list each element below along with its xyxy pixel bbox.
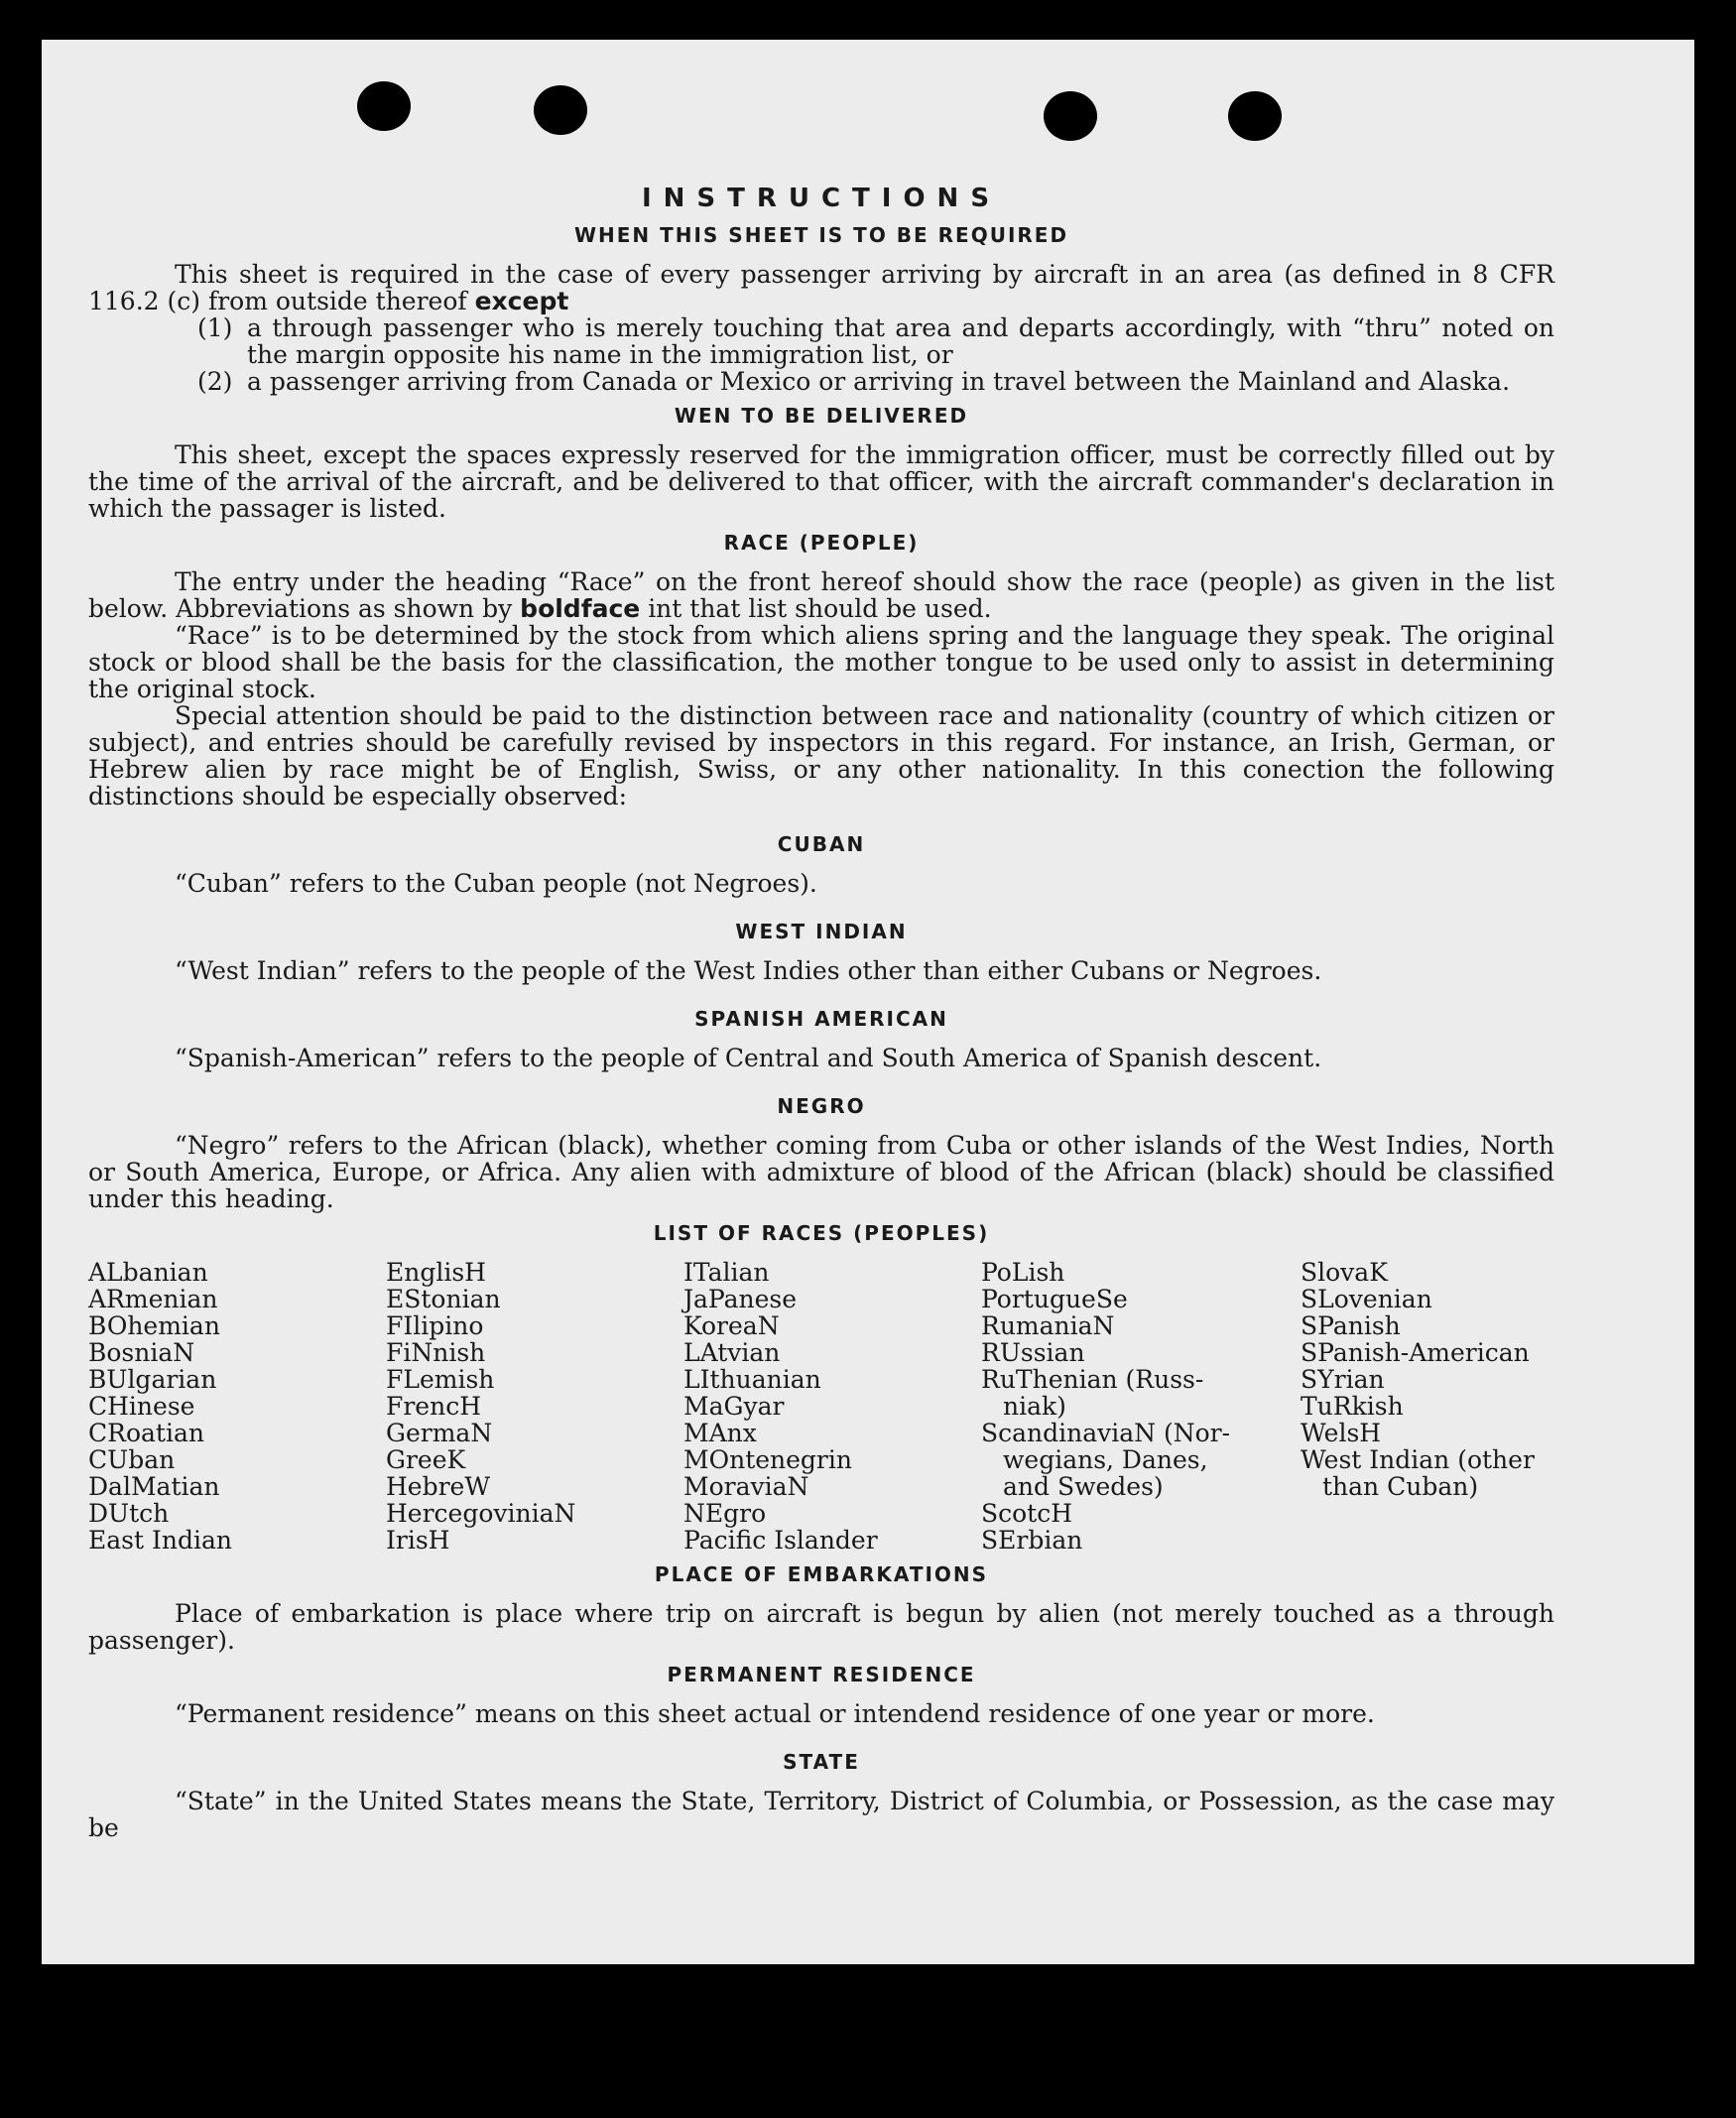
race-entry: EStonian — [386, 1285, 501, 1313]
list-item: (2) a passenger arriving from Canada or Mexico or arriving in travel between the Mainland and Alaska. — [197, 367, 1511, 396]
negro-text: “Negro” refers to the African (black), whether coming from Cuba or other islands of the West Indies, North or South America, Europe, or Africa. Any alien with admixture of blood of the African (black) should be classified under this heading. — [88, 1131, 1554, 1213]
race-entry: FiNnish — [386, 1338, 486, 1367]
race-entry: ALbanian — [88, 1258, 208, 1287]
race-entry: CUban — [88, 1445, 176, 1474]
race-entry: GreeK — [386, 1445, 466, 1474]
race-entry: ITalian — [683, 1258, 770, 1287]
race-entry: DalMatian — [88, 1472, 220, 1501]
race-entry: ARmenian — [88, 1285, 218, 1313]
race-entry: WelsH — [1301, 1419, 1382, 1447]
race-entry: ScotcH — [981, 1499, 1073, 1528]
races-column-3 — [683, 1259, 981, 1554]
heading-cuban: CUBAN — [777, 832, 866, 856]
race-entry: PoLish — [981, 1258, 1065, 1287]
race-entry: CHinese — [88, 1392, 195, 1421]
race-entry: MaGyar — [683, 1392, 785, 1421]
west-indian-text: “West Indian” refers to the people of the West Indies other than either Cubans or Negroes. — [175, 956, 1322, 985]
heading-list-of-races: LIST OF RACES (PEOPLES) — [653, 1221, 990, 1245]
race-entry: TuRkish — [1301, 1392, 1404, 1421]
race-entry: DUtch — [88, 1499, 170, 1528]
race-entry: PortugueSe — [981, 1285, 1128, 1313]
race-entry: IrisH — [386, 1526, 450, 1555]
races-column-2 — [386, 1259, 683, 1554]
except-word: except — [474, 287, 569, 315]
race-paragraph-1: The entry under the heading “Race” on the front hereof should show the race (people) as given in the list below. Abbreviations as shown by boldface int that list should be used. — [88, 567, 1554, 623]
race-entry: KoreaN — [683, 1311, 780, 1340]
punch-hole — [534, 85, 587, 135]
list-item: (1) a through passenger who is merely touching that area and departs accordingly, with “thru” noted on the margin opposite his name in the immigration list, or — [197, 313, 1554, 369]
race-entry: CRoatian — [88, 1419, 204, 1447]
heading-delivered: WEN TO BE DELIVERED — [674, 404, 969, 428]
race-paragraph-2: “Race” is to be determined by the stock from which aliens spring and the language they speak. The original stock or blood shall be the basis for the classification, the mother tongue to be used only to assist in determining the original stock. — [88, 621, 1554, 703]
race-entry: HebreW — [386, 1472, 491, 1501]
punch-hole — [357, 81, 411, 131]
race-entry: SErbian — [981, 1526, 1083, 1555]
race-entry: JaPanese — [683, 1285, 798, 1313]
race-entry: FLemish — [386, 1365, 495, 1394]
race-paragraph-3: Special attention should be paid to the distinction between race and nationality (country of which citizen or subject), and entries should be carefully revised by inspectors in this regard. For instance, an Irish, German, or Hebrew alien by race might be of English, Swiss, or any other nationality. In this conection the following distinctions should be especially observed: — [88, 701, 1554, 810]
race-entry: MOntenegrin — [683, 1445, 852, 1474]
race-entry: SYrian — [1301, 1365, 1385, 1394]
race-entry: BUlgarian — [88, 1365, 217, 1394]
punch-hole — [1228, 91, 1282, 141]
race-entry: wegians, Danes, — [1003, 1445, 1208, 1474]
race-entry: East Indian — [88, 1526, 232, 1555]
race-entry: GermaN — [386, 1419, 493, 1447]
race-entry: LAtvian — [683, 1338, 781, 1367]
races-list — [88, 1259, 1554, 1554]
heading-permanent-residence: PERMANENT RESIDENCE — [667, 1663, 976, 1686]
race-entry: ScandinaviaN (Nor- — [981, 1419, 1231, 1447]
race-entry: and Swedes) — [1003, 1472, 1164, 1501]
heading-embarkation: PLACE OF EMBARKATIONS — [654, 1562, 989, 1586]
race-entry: BOhemian — [88, 1311, 220, 1340]
races-column-1 — [88, 1259, 386, 1554]
races-column-4 — [981, 1259, 1301, 1554]
race-entry: EnglisH — [386, 1258, 486, 1287]
heading-required: WHEN THIS SHEET IS TO BE REQUIRED — [573, 223, 1069, 247]
state-text: “State” in the United States means the State, Territory, District of Columbia, or Possession, as the case may be — [88, 1787, 1554, 1842]
heading-negro: NEGRO — [777, 1094, 866, 1118]
race-entry: FrencH — [386, 1392, 481, 1421]
spanish-american-text: “Spanish-American” refers to the people of Central and South America of Spanish descent. — [175, 1044, 1322, 1072]
boldface-word: boldface — [520, 594, 641, 623]
race-entry: than Cuban) — [1322, 1472, 1479, 1501]
race-entry: SPanish-American — [1301, 1338, 1530, 1367]
cuban-text: “Cuban” refers to the Cuban people (not Negroes). — [175, 869, 817, 898]
document-sheet — [42, 40, 1694, 1964]
heading-west-indian: WEST INDIAN — [735, 920, 908, 943]
race-entry: FIlipino — [386, 1311, 484, 1340]
race-entry: SLovenian — [1301, 1285, 1432, 1313]
delivered-text: This sheet, except the spaces expressly reserved for the immigration officer, must be correctly filled out by the time of the arrival of the aircraft, and be delivered to that officer, with the aircraft commander's declaration in which the passager is listed. — [88, 440, 1554, 523]
instructions-content — [88, 174, 1554, 1841]
race-entry: RumaniaN — [981, 1311, 1115, 1340]
race-entry: NEgro — [683, 1499, 767, 1528]
race-entry: HercegoviniaN — [386, 1499, 576, 1528]
heading-spanish-american: SPANISH AMERICAN — [694, 1007, 948, 1031]
embarkation-text: Place of embarkation is place where trip on aircraft is begun by alien (not merely touched as a through passenger). — [88, 1599, 1554, 1655]
residence-text: “Permanent residence” means on this sheet actual or intendend residence of one year or more. — [175, 1699, 1375, 1728]
race-entry: MoraviaN — [683, 1472, 809, 1501]
races-column-5 — [1301, 1259, 1554, 1554]
race-entry: Pacific Islander — [683, 1526, 878, 1555]
race-entry: niak) — [1003, 1392, 1066, 1421]
race-entry: SlovaK — [1301, 1258, 1388, 1287]
race-entry: RuThenian (Russ- — [981, 1365, 1204, 1394]
heading-race: RACE (PEOPLE) — [723, 531, 920, 555]
race-entry: SPanish — [1301, 1311, 1401, 1340]
race-entry: LIthuanian — [683, 1365, 821, 1394]
punch-hole — [1044, 91, 1097, 141]
required-intro: This sheet is required in the case of every passenger arriving by aircraft in an area (as defined in 8 CFR 116.2 (c) from outside thereof except — [88, 260, 1554, 315]
heading-state: STATE — [783, 1750, 860, 1774]
race-entry: West Indian (other — [1301, 1445, 1535, 1474]
race-entry: RUssian — [981, 1338, 1085, 1367]
race-entry: MAnx — [683, 1419, 757, 1447]
page-title: INSTRUCTIONS — [641, 184, 1002, 213]
race-entry: BosniaN — [88, 1338, 195, 1367]
